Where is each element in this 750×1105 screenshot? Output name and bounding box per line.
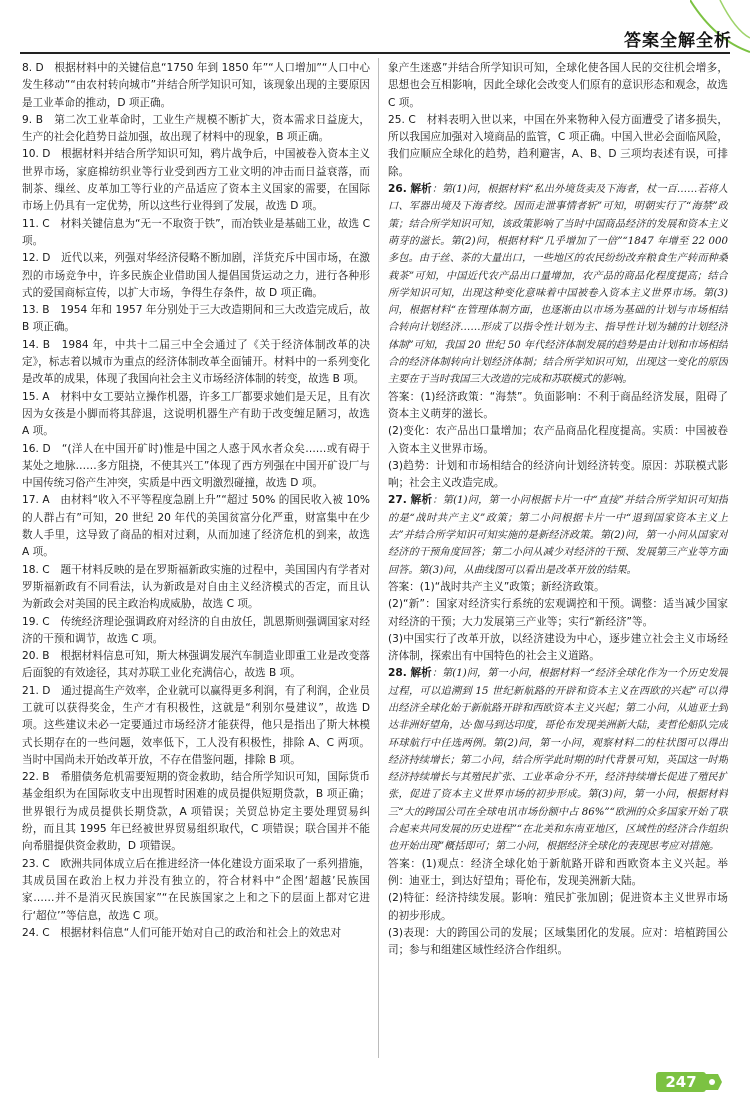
answer-28-analysis <box>388 665 728 855</box>
answer-27-a2: (2)“新”：国家对经济实行系统的宏观调控和干预。调整：适当减少国家对经济的干预；大力发展第三产业等；实行“新经济”等。 <box>388 598 728 628</box>
answer-28-a3: (3)表现：大的跨国公司的发展；区域集团化的发展。应对：培植跨国公司；参与和组建区域性经济合作组织。 <box>388 926 728 957</box>
answer-entry: 9. B 第二次工业革命时，工业生产规模不断扩大，资本需求日益庞大，生产的社会化趋势日益加强，故出现了材料中的现象，B 项正确。 <box>22 113 370 144</box>
answer-entry: 13. B 1954 年和 1957 年分别处于三大改造期间和三大改造完成后，故 B 项正确。 <box>22 304 370 334</box>
answer-entry: 23. C 欧洲共同体成立后在推进经济一体化建设方面采取了一系列措施，其成员国在政治上权力并没有独立的，符合材料中“企图‘超越’民族国家……并不是消灭民族国家”“在民族国家之上和之下的层面上都对它进行‘超位’”等信息，故选 C 项。 <box>22 857 370 922</box>
answer-26-a2: (2)变化：农产品出口量增加；农产品商品化程度提高。实质：中国被卷入资本主义世界市场。 <box>388 425 728 455</box>
answer-entry: 11. C 材料关键信息为“无一不取资于铁”，而冶铁业是基础工业，故选 C 项。 <box>22 217 370 247</box>
answer-24-continued: 象产生迷惑”并结合所学知识可知，全球化使各国人民的交往机会增多，思想也会互相影响，因此全球化会改变人们原有的意识形态和观念，故选 C 项。 <box>388 62 728 109</box>
answer-entry: 21. D 通过提高生产效率，企业就可以赢得更多利润，有了利润，企业员工就可以获得奖金，生产才有积极性，这就是“利别尔曼建议”，故选 D 项。这些建议未必一定要通过市场经济才能获得，他只是指出了斯大林模式长期存在的一些问题，效率低下，工人没有积极性，排除 A、C 两项。当时中国尚未开始改革开放，不存在借鉴问题，排除 B 项。 <box>22 684 370 766</box>
answer-25: 25. C 材料表明入世以来，中国在外来物种入侵方面遭受了诸多损失，所以我国应加强对入境商品的监管，C 项正确。中国入世必会面临风险，我们应顺应全球化的趋势，趋利避害，A、B、D 三项均表述有误，可排除。 <box>388 113 728 178</box>
header-title: 答案全解全析 <box>624 31 732 51</box>
analysis-label: 26. 解析 <box>388 183 432 196</box>
answer-27-analysis <box>388 492 728 578</box>
answer-entry: 12. D 近代以来，列强对华经济侵略不断加剧，洋货充斥中国市场，在激烈的市场竞争中，许多民族企业借助国人提倡国货运动之力，进行各种形式的爱国商标宣传，以扩大市场，争得生存条件，故 D 项正确。 <box>22 252 370 299</box>
answer-entry: 15. A 材料中女工要站立操作机器，许多工厂都要求她们是天足，且有次因为女孩是小脚而将其辞退，这说明机器生产有助于改变缠足陋习，故选 A 项。 <box>22 390 370 438</box>
answer-27-a1: 答案：(1)“战时共产主义”政策；新经济政策。 <box>388 580 605 593</box>
answer-entry: 14. B 1984 年，中共十二届三中全会通过了《关于经济体制改革的决定》，标志着以城市为重点的经济体制改革全面铺开。材料中的一系列变化是改革的成果，体现了我国向社会主义市场经济体制的转变，故选 B 项。 <box>22 338 370 386</box>
answer-28-a2: (2)特征：经济持续发展。影响：殖民扩张加剧；促进资本主义世界市场的初步形成。 <box>388 892 728 922</box>
answer-26-a3: (3)趋势：计划和市场相结合的经济向计划经济转变。原因：苏联模式影响；社会主义改造完成。 <box>388 459 728 490</box>
analysis-text: ：第(1)问，第一小问根据卡片一中“直接”并结合所学知识可知指的是“战时共产主义”政策；第二小问根据卡片一中“退到国家资本主义上去”并结合所学知识可知实施的是新经济政策。第(2)问，第一小问从国家对经济的干预角度回答；第二小问从减少对经济的干预、发展第三产业等方面回答。第(3)问，从曲线图可以看出是改革开放的结果。 <box>388 495 728 576</box>
answer-entry: 24. C 根据材料信息“人们可能开始对自己的政治和社会上的效忠对 <box>22 926 342 939</box>
answer-entry: 20. B 根据材料信息可知，斯大林强调发展汽车制造业即重工业是改变落后面貌的有效途径，其对苏联工业化充满信心，故选 B 项。 <box>22 650 370 680</box>
answer-entry: 16. D “(洋人在中国开矿时)惟是中国之人惑于风水者众矣……或有碍于某处之地脉……多方阻挠，不使其兴工”体现了西方列强在中国开矿设厂与中国传统习俗产生冲突，实质是中西文明激烈碰撞，故选 D 项。 <box>22 442 370 490</box>
answer-26-analysis <box>388 181 728 389</box>
answer-entry: 10. D 根据材料并结合所学知识可知，鸦片战争后，中国被卷入资本主义世界市场，家庭棉纺织业等行业受到西方工业文明的冲击而日益衰落，而制茶、缫丝、皮革加工等行业的产品适应了资本主义国家的需要，在国际市场上仍具有一定优势，所以这些行业得到了发展，故选 D 项。 <box>22 148 370 213</box>
answer-28-a1: 答案：(1)观点：经济全球化始于新航路开辟和西欧资本主义兴起。举例：迪亚士，到达好望角；哥伦布，发现美洲新大陆。 <box>388 857 728 887</box>
page-number: 247 <box>656 1072 706 1092</box>
answer-26-a1: 答案：(1)经济政策：“海禁”。负面影响：不利于商品经济发展，阻碍了资本主义萌芽的滋长。 <box>388 390 728 420</box>
column-divider <box>378 58 379 1058</box>
analysis-text: ：第(1)问，根据材料“私出外境货卖及下海者，杖一百……若将人口、军器出境及下海者绞。因而走泄事情者斩”可知，明朝实行了“海禁”政策；结合所学知识可知，该政策影响了当时中国商品经济的发展和资本主义萌芽的滋长。第(2)问，根据材料“几乎增加了一倍”“1847 年增至 22 000 多包。由于丝、茶的大量出口，一些地区的农民纷纷改弃粮食生产转而种桑栽茶”可知，中国近代农产品出口量增加，农产品的商品化程度提高；结合所学知识可知，出现这种变化意味着中国被卷入资本主义世界市场。第(3)问，根据材料“在管理体制方面，也逐渐由以市场为基础的计划与市场相结合转向计划经济……形成了以指令性计划为主、指导性计划为辅的计划经济体制”可知，我国 20 世纪 50 年代经济体制发展的趋势是由计划和市场相结合的经济体制转向计划经济体制；结合所学知识可知，出现这一变化的原因主要在于当时我国三大改造的完成和苏联模式的影响。 <box>388 184 728 386</box>
left-column <box>22 60 370 1100</box>
answer-entry: 8. D 根据材料中的关键信息“1750 年到 1850 年”“人口增加”“人口中心发生移动”“由农村转向城市”并结合所学知识可知，该现象出现的主要原因是工业革命的推动，D 项正确。 <box>22 62 370 109</box>
right-column <box>388 60 728 1060</box>
header-rule <box>20 52 730 54</box>
answer-27-a3: (3)中国实行了改革开放，以经济建设为中心，逐步建立社会主义市场经济体制，探索出有中国特色的社会主义道路。 <box>388 632 728 663</box>
hand-pointer-icon <box>702 1070 724 1094</box>
answer-entry: 17. A 由材料“收入不平等程度急剧上升”“超过 50% 的国民收入被 10% 的人群占有”可知，20 世纪 20 年代的美国贫富分化严重，财富集中在少数人手里，这导致了商品的相对过剩，从而加速了经济危机的到来，故选 A 项。 <box>22 494 370 559</box>
analysis-label: 28. 解析 <box>388 667 432 680</box>
answer-entry: 22. B 希腊债务危机需要短期的资金救助，结合所学知识可知，国际货币基金组织为在国际收支中出现暂时困难的成员提供短期贷款，B 项正确；世界银行为成员提供长期贷款，A 项错误；关贸总协定主要处理贸易纠纷，而且其 1995 年已经被世界贸易组织取代，C 项错误；联合国并不能向希腊提供资金救助，D 项错误。 <box>22 771 370 853</box>
analysis-text: ：第(1)问，第一小问，根据材料一“经济全球化作为一个历史发展过程，可以追溯到 15 世纪新航路的开辟和资本主义在西欧的兴起”可以得出经济全球化始于新航路开辟和西欧资本主义兴起；第二小问，从迪亚士到达非洲好望角，达·伽马到达印度，哥伦布发现美洲新大陆，麦哲伦船队完成环球航行中任选两例。第(2)问，第一小问，观察材料二的柱状图可以得出经济持续增长；第二小问，结合所学此时期的时代背景可知，英国这一时期经济持续增长与其殖民扩张、工业革命分不开，经济持续增长促进了殖民扩张，促进了资本主义世界市场的初步形成。第(3)问，第一小问，根据材料三“大的跨国公司在全球电讯市场份额中占 86%”“欧洲的众多国家开始了联合起来共同发展的历史进程”“在北美和东南亚地区，区域性的经济合作组织也开始出现”概括即可；第二小问，根据经济全球化的表现思考应对措施。 <box>388 668 728 853</box>
analysis-label: 27. 解析 <box>388 494 433 507</box>
answer-entry: 18. C 题干材料反映的是在罗斯福新政实施的过程中，美国国内有学者对罗斯福新政有不同看法，认为新政是对自由主义经济模式的否定，而且认为新政会对美国的民主政治构成威胁，故选 C 项。 <box>22 563 370 611</box>
answer-entry: 19. C 传统经济理论强调政府对经济的自由放任，凯恩斯则强调国家对经济的干预和调节，故选 C 项。 <box>22 615 370 645</box>
